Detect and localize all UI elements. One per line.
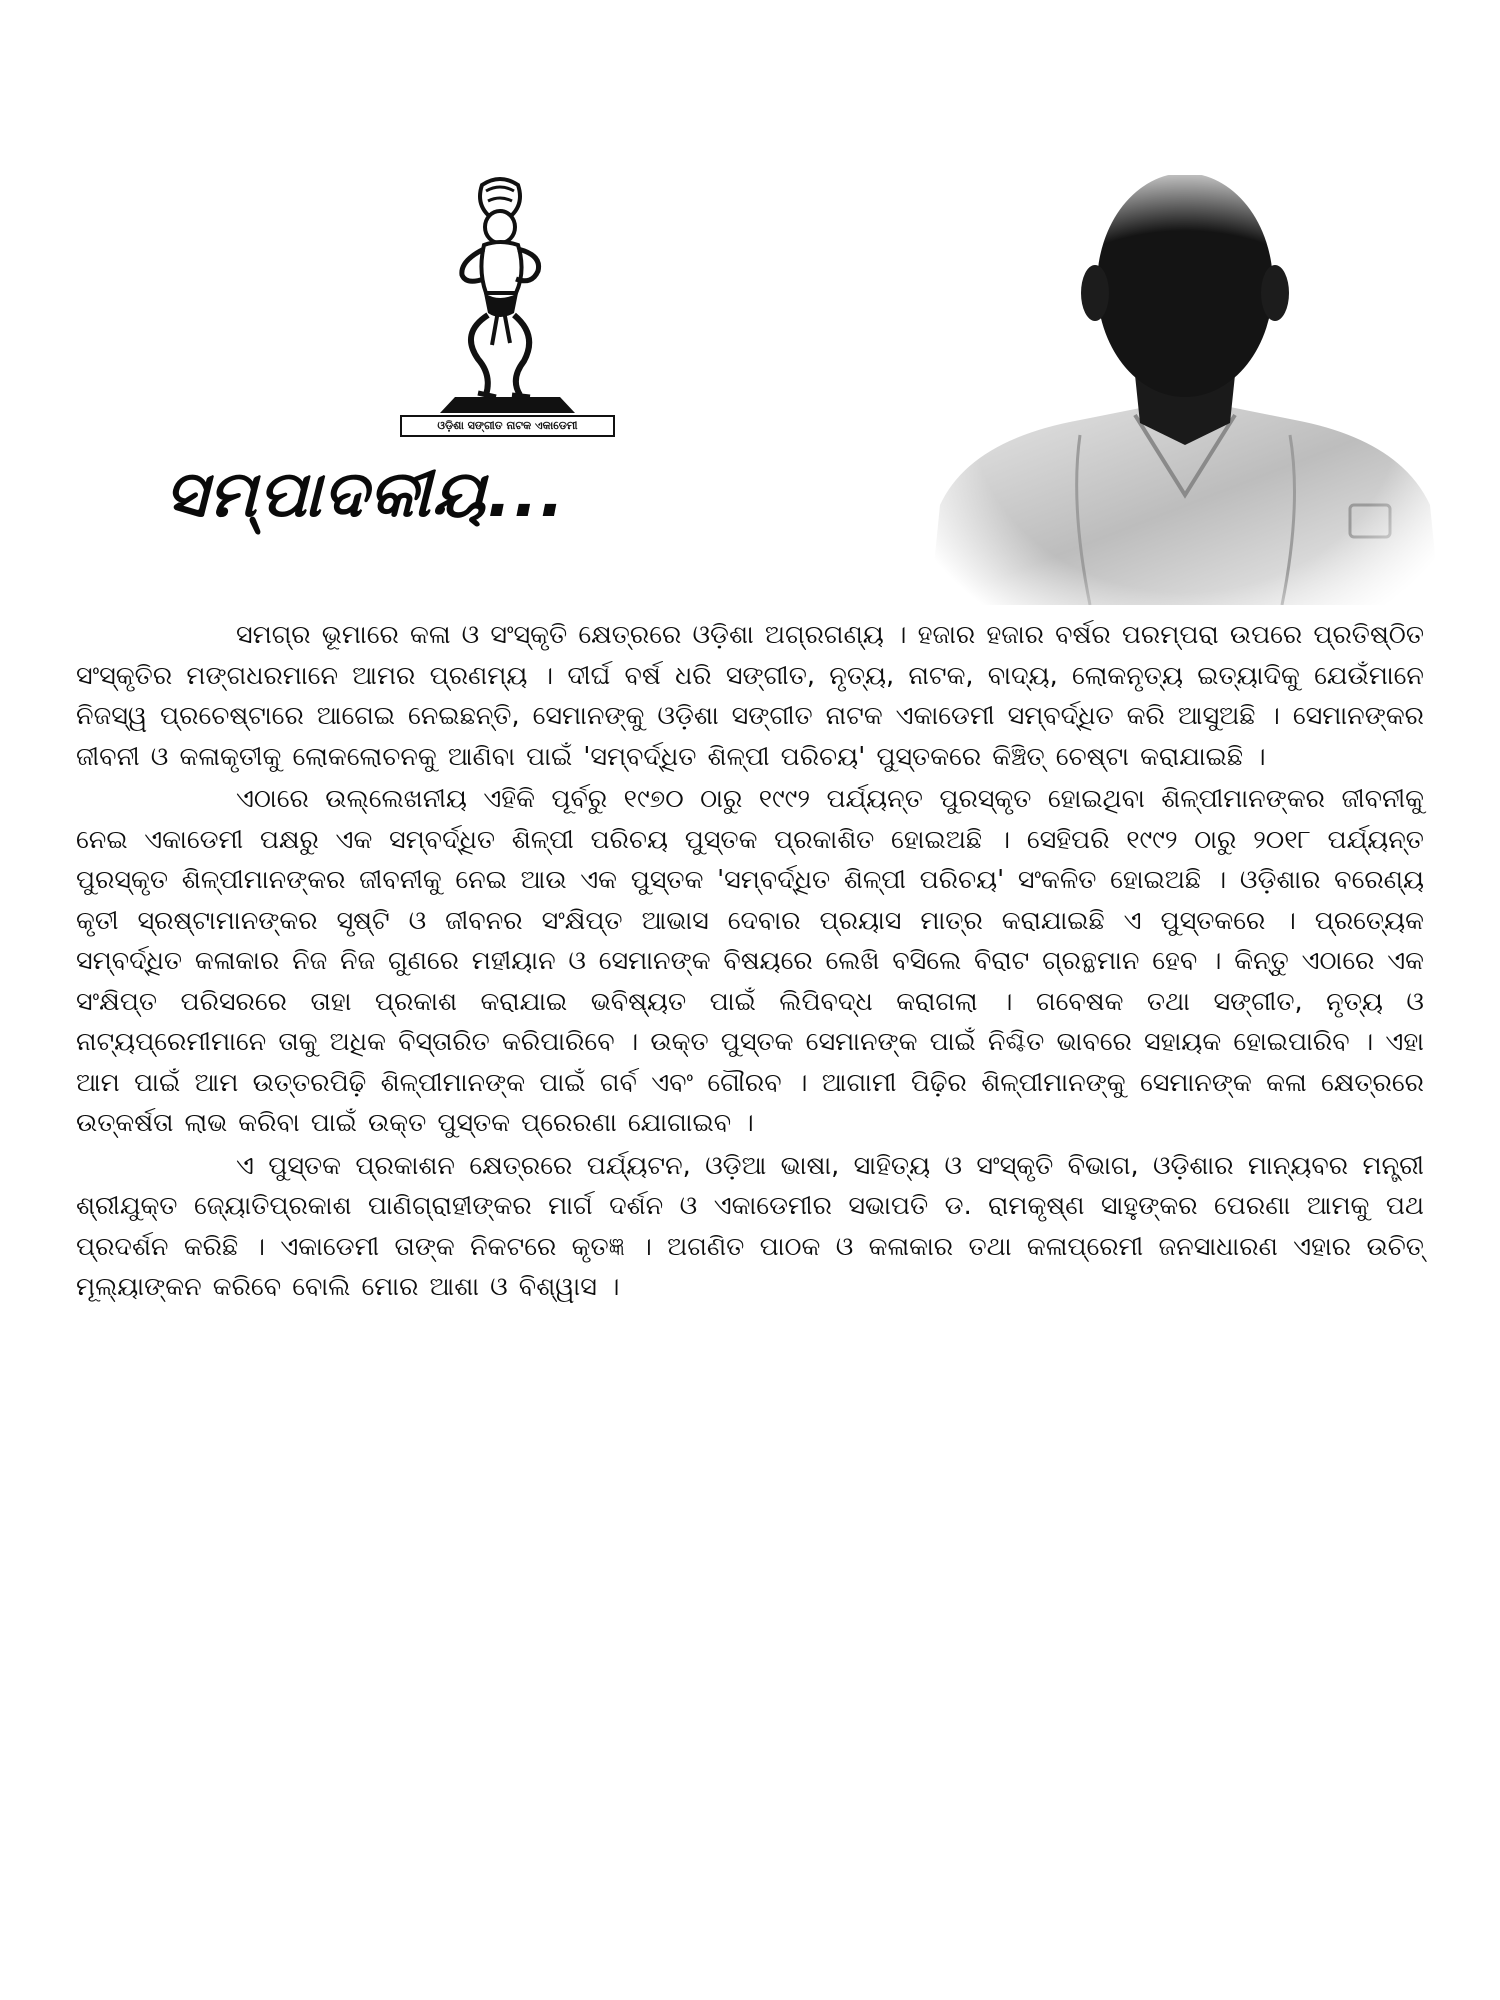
paragraph-1: ସମଗ୍ର ଭୂମାରେ କଳା ଓ ସଂସ୍କୃତି କ୍ଷେତ୍ରରେ ଓଡ଼ିଶା ଅଗ୍ରଗଣ୍ୟ । ହଜାର ହଜାର ବର୍ଷର ପରମ୍ପରା ଉପରେ ପ୍ରତିଷ୍ଠିତ ସଂସ୍କୃତିର ମଙ୍ଗଧରମାନେ ଆମର ପ୍ରଣମ୍ୟ । ଦୀର୍ଘ ବର୍ଷ ଧରି ସଙ୍ଗୀତ, ନୃତ୍ୟ, ନାଟକ, ବାଦ୍ୟ, ଲୋକନୃତ୍ୟ ଇତ୍ୟାଦିକୁ ଯେଉଁମାନେ ନିଜସ୍ୱ ପ୍ରଚେଷ୍ଟାରେ ଆଗେଇ ନେଇଛନ୍ତି, ସେମାନଙ୍କୁ ଓଡ଼ିଶା ସଙ୍ଗୀତ ନାଟକ ଏକାଡେମୀ ସମ୍ବର୍ଦ୍ଧିତ କରି ଆସୁଅଛି । ସେମାନଙ୍କର ଜୀବନୀ ଓ କଳାକୃତୀକୁ ଲୋକଲୋଚନକୁ ଆଣିବା ପାଇଁ 'ସମ୍ବର୍ଦ୍ଧିତ ଶିଳ୍ପୀ ପରିଚୟ' ପୁସ୍ତକରେ କିଞ୍ଚିତ୍ ଚେଷ୍ଟା କରାଯାଇଛି । (76, 620, 1424, 772)
portrait-photo (930, 175, 1440, 605)
paragraph-2: ଏଠାରେ ଉଲ୍ଲେଖନୀୟ ଏହିକି ପୂର୍ବରୁ ୧୯୭୦ ଠାରୁ ୧୯୯୨ ପର୍ଯ୍ୟନ୍ତ ପୁରସ୍କୃତ ହୋଇଥିବା ଶିଳ୍ପୀମାନଙ୍କର ଜୀବନୀକୁ ନେଇ ଏକାଡେମୀ ପକ୍ଷରୁ ଏକ ସମ୍ବର୍ଦ୍ଧିତ ଶିଳ୍ପୀ ପରିଚୟ ପୁସ୍ତକ ପ୍ରକାଶିତ ହୋଇଅଛି । ସେହିପରି ୧୯୯୨ ଠାରୁ ୨୦୧୮ ପର୍ଯ୍ୟନ୍ତ ପୁରସ୍କୃତ ଶିଳ୍ପୀମାନଙ୍କର ଜୀବନୀକୁ ନେଇ ଆଉ ଏକ ପୁସ୍ତକ 'ସମ୍ବର୍ଦ୍ଧିତ ଶିଳ୍ପୀ ପରିଚୟ' ସଂକଳିତ ହୋଇଅଛି । ଓଡ଼ିଶାର ବରେଣ୍ୟ କୃତୀ ସ୍ରଷ୍ଟାମାନଙ୍କର ସୃଷ୍ଟି ଓ ଜୀବନର ସଂକ୍ଷିପ୍ତ ଆଭାସ ଦେବାର ପ୍ରୟାସ ମାତ୍ର କରାଯାଇଛି ଏ ପୁସ୍ତକରେ । ପ୍ରତ୍ୟେକ ସମ୍ବର୍ଦ୍ଧିତ କଳାକାର ନିଜ ନିଜ ଗୁଣରେ ମହୀୟାନ ଓ ସେମାନଙ୍କ ବିଷୟରେ ଲେଖି ବସିଲେ ବିରାଟ ଗ୍ରନ୍ଥମାନ ହେବ । କିନ୍ତୁ ଏଠାରେ ଏକ ସଂକ୍ଷିପ୍ତ ପରିସରରେ ତାହା ପ୍ରକାଶ କରାଯାଇ ଭବିଷ୍ୟତ ପାଇଁ ଲିପିବଦ୍ଧ କରାଗଲା । ଗବେଷକ ତଥା ସଙ୍ଗୀତ, ନୃତ୍ୟ ଓ ନାଟ୍ୟପ୍ରେମୀମାନେ ତାକୁ ଅଧିକ ବିସ୍ତାରିତ କରିପାରିବେ । ଉକ୍ତ ପୁସ୍ତକ ସେମାନଙ୍କ ପାଇଁ ନିଶ୍ଚିତ ଭାବରେ ସହାୟକ ହୋଇପାରିବ । ଏହା ଆମ ପାଇଁ ଆମ ଉତ୍ତରପିଢ଼ି ଶିଳ୍ପୀମାନଙ୍କ ପାଇଁ ଗର୍ବ ଏବଂ ଗୌରବ । ଆଗାମୀ ପିଢ଼ିର ଶିଳ୍ପୀମାନଙ୍କୁ ସେମାନଙ୍କ କଳା କ୍ଷେତ୍ରରେ ଉତ୍କର୍ଷତା ଲାଭ କରିବା ପାଇଁ ଉକ୍ତ ପୁସ୍ତକ ପ୍ରେରଣା ଯୋଗାଇବ । (76, 784, 1424, 1138)
dancer-emblem-icon (400, 175, 615, 415)
page-title: ସମ୍ପାଦକୀୟ... (165, 458, 567, 532)
logo-caption: ଓଡ଼ିଶା ସଙ୍ଗୀତ ନାଟକ ଏକାଡେମୀ (400, 415, 615, 437)
academy-logo (400, 175, 615, 440)
editorial-body (76, 615, 1424, 1310)
paragraph-3: ଏ ପୁସ୍ତକ ପ୍ରକାଶନ କ୍ଷେତ୍ରରେ ପର୍ଯ୍ୟଟନ, ଓଡ଼ିଆ ଭାଷା, ସାହିତ୍ୟ ଓ ସଂସ୍କୃତି ବିଭାଗ, ଓଡ଼ିଶାର ମାନ୍ୟବର ମନ୍ତ୍ରୀ ଶ୍ରୀଯୁକ୍ତ ଜ୍ୟୋତିପ୍ରକାଶ ପାଣିଗ୍ରାହୀଙ୍କର ମାର୍ଗ ଦର୍ଶନ ଓ ଏକାଡେମୀର ସଭାପତି ଡ. ରାମକୃଷ୍ଣ ସାହୁଙ୍କର ପେରଣା ଆମକୁ ପଥ ପ୍ରଦର୍ଶନ କରିଛି । ଏକାଡେମୀ ତାଙ୍କ ନିକଟରେ କୃତଜ୍ଞ । ଅଗଣିତ ପାଠକ ଓ କଳାକାର ତଥା କଳାପ୍ରେମୀ ଜନସାଧାରଣ ଏହାର ଉଚିତ୍ ମୂଲ୍ୟାଙ୍କନ କରିବେ ବୋଲି ମୋର ଆଶା ଓ ବିଶ୍ୱାସ । (76, 1150, 1424, 1302)
portrait-image (930, 175, 1440, 605)
